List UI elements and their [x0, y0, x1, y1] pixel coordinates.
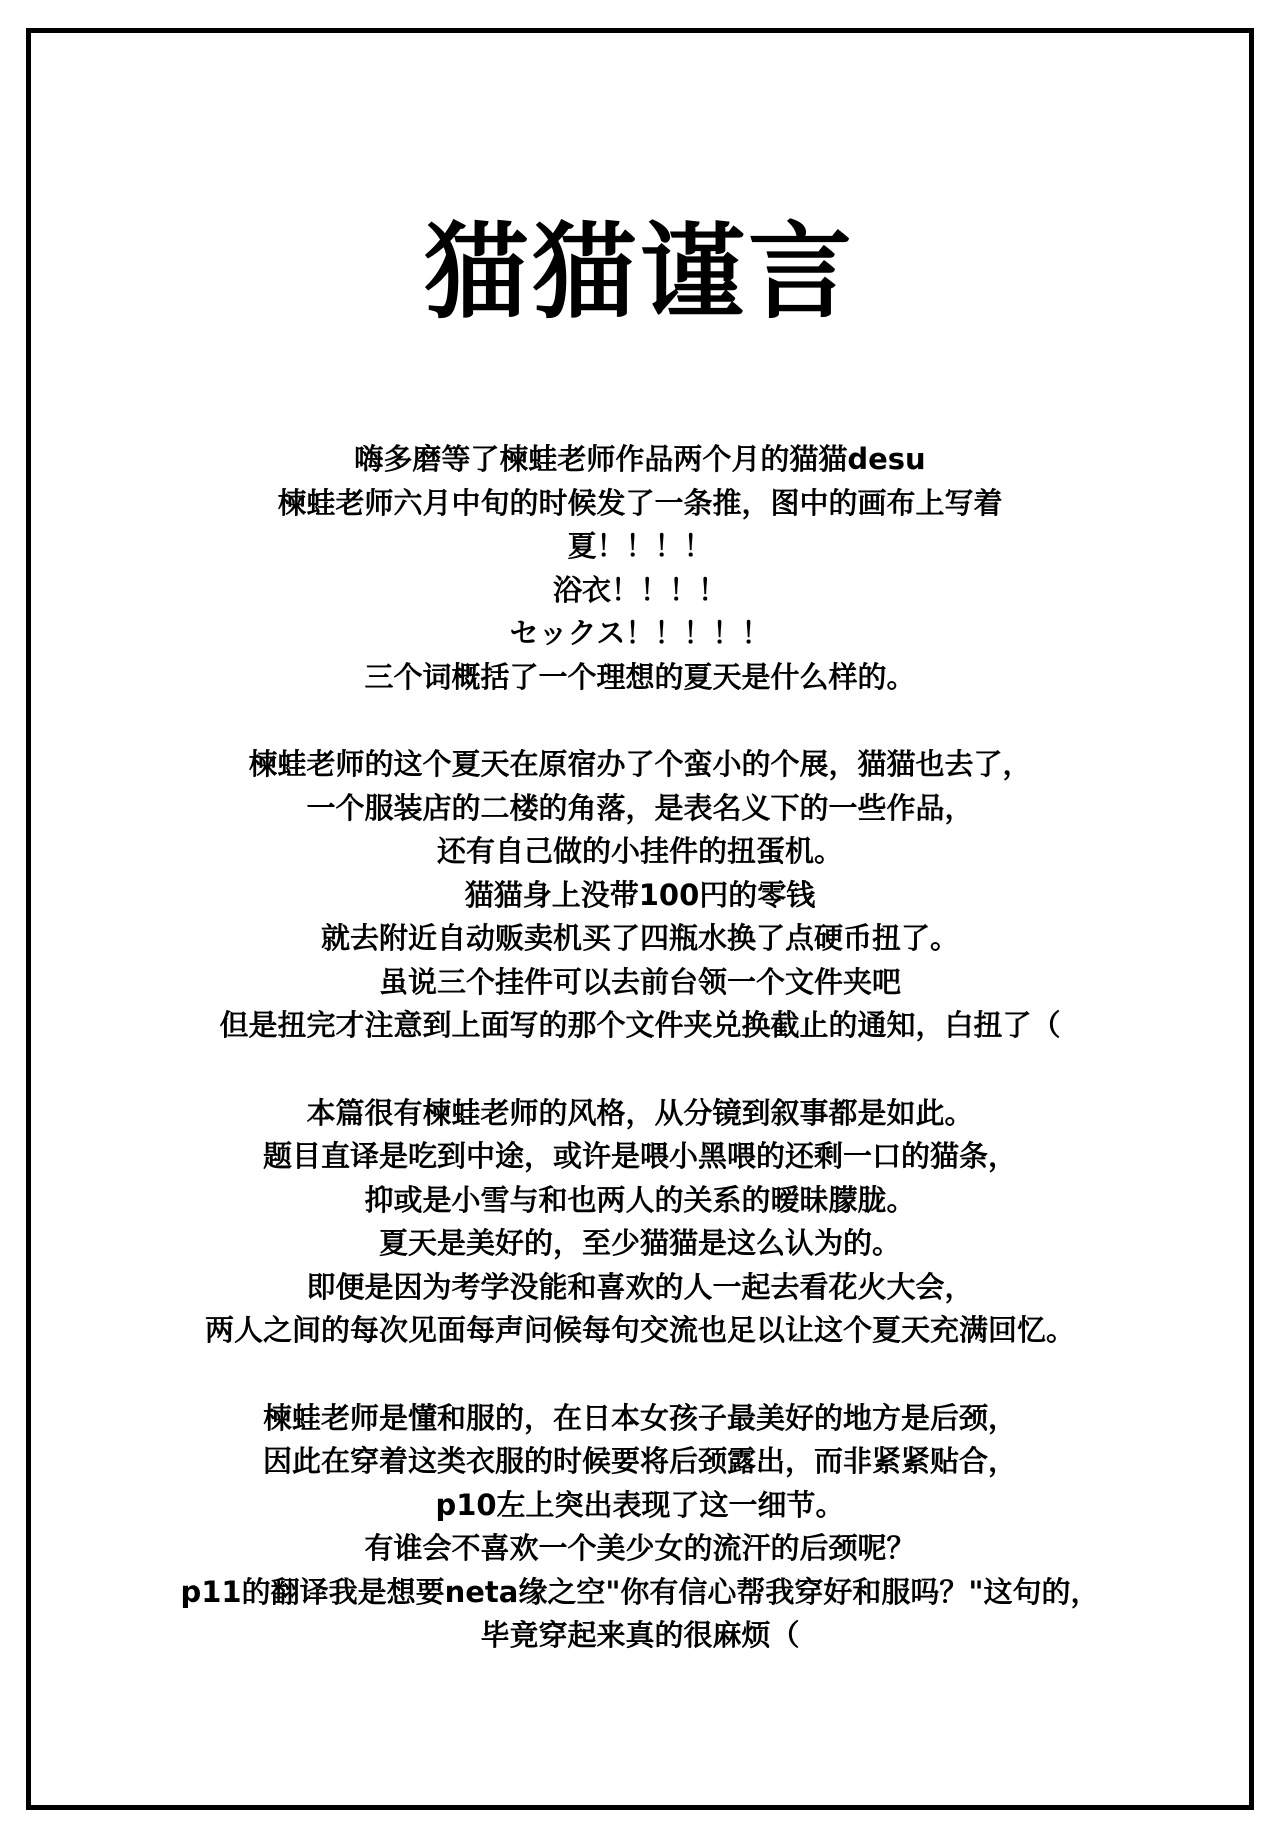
- paragraph-2: [31, 743, 1249, 1048]
- text-line: 楝蛙老师六月中旬的时候发了一条推，图中的画布上写着: [277, 485, 1003, 520]
- text-line: 夏！！！！: [567, 529, 713, 563]
- text-line: 一个服装店的二楼的角落，是表名义下的一些作品，: [306, 790, 974, 825]
- page-title: 猫猫谨言: [423, 211, 856, 333]
- text-line: 夏天是美好的，至少猫猫是这么认为的。: [378, 1226, 901, 1260]
- text-line: 抑或是小雪与和也两人的关系的暧昧朦胧。: [364, 1182, 916, 1217]
- text-line: 浴衣！！！！: [552, 572, 727, 607]
- text-line: 但是扭完才注意到上面写的那个文件夹兑换截止的通知，白扭了（: [219, 1008, 1061, 1042]
- paragraph-3: [31, 1092, 1249, 1353]
- text-line: 即便是因为考学没能和喜欢的人一起去看花火大会，: [306, 1269, 974, 1304]
- text-line: p11的翻译我是想要neta缘之空"你有信心帮我穿好和服吗？"这句的，: [180, 1574, 1100, 1609]
- document-body: [31, 438, 1249, 1702]
- text-line: セックス！！！！！: [509, 616, 771, 650]
- text-line: 三个词概括了一个理想的夏天是什么样的。: [364, 659, 916, 694]
- text-line: 嗨多磨等了楝蛙老师作品两个月的猫猫desu: [354, 442, 926, 476]
- text-line: 就去附近自动贩卖机买了四瓶水换了点硬币扭了。: [320, 921, 959, 955]
- text-line: 楝蛙老师的这个夏天在原宿办了个蛮小的个展，猫猫也去了，: [248, 747, 1032, 781]
- text-line: 毕竟穿起来真的很麻烦（: [480, 1618, 800, 1652]
- text-line: 因此在穿着这类衣服的时候要将后颈露出，而非紧紧贴合，: [262, 1444, 1017, 1478]
- text-line: 还有自己做的小挂件的扭蛋机。: [436, 834, 843, 868]
- paragraph-4: [31, 1397, 1249, 1658]
- paragraph-1: [31, 438, 1249, 699]
- text-line: 虽说三个挂件可以去前台领一个文件夹吧: [378, 964, 901, 999]
- text-line: 两人之间的每次见面每声问候每句交流也足以让这个夏天充满回忆。: [204, 1313, 1075, 1347]
- text-line: 题目直译是吃到中途，或许是喂小黑喂的还剩一口的猫条，: [262, 1139, 1017, 1173]
- text-line: 有谁会不喜欢一个美少女的流汗的后颈呢？: [364, 1531, 916, 1565]
- page-frame: [26, 28, 1254, 1810]
- text-line: 本篇很有楝蛙老师的风格，从分镜到叙事都是如此。: [306, 1095, 974, 1130]
- text-line: 楝蛙老师是懂和服的，在日本女孩子最美好的地方是后颈，: [262, 1400, 1017, 1435]
- text-line: 猫猫身上没带100円的零钱: [464, 877, 816, 912]
- text-line: p10左上突出表现了这一细节。: [435, 1487, 845, 1522]
